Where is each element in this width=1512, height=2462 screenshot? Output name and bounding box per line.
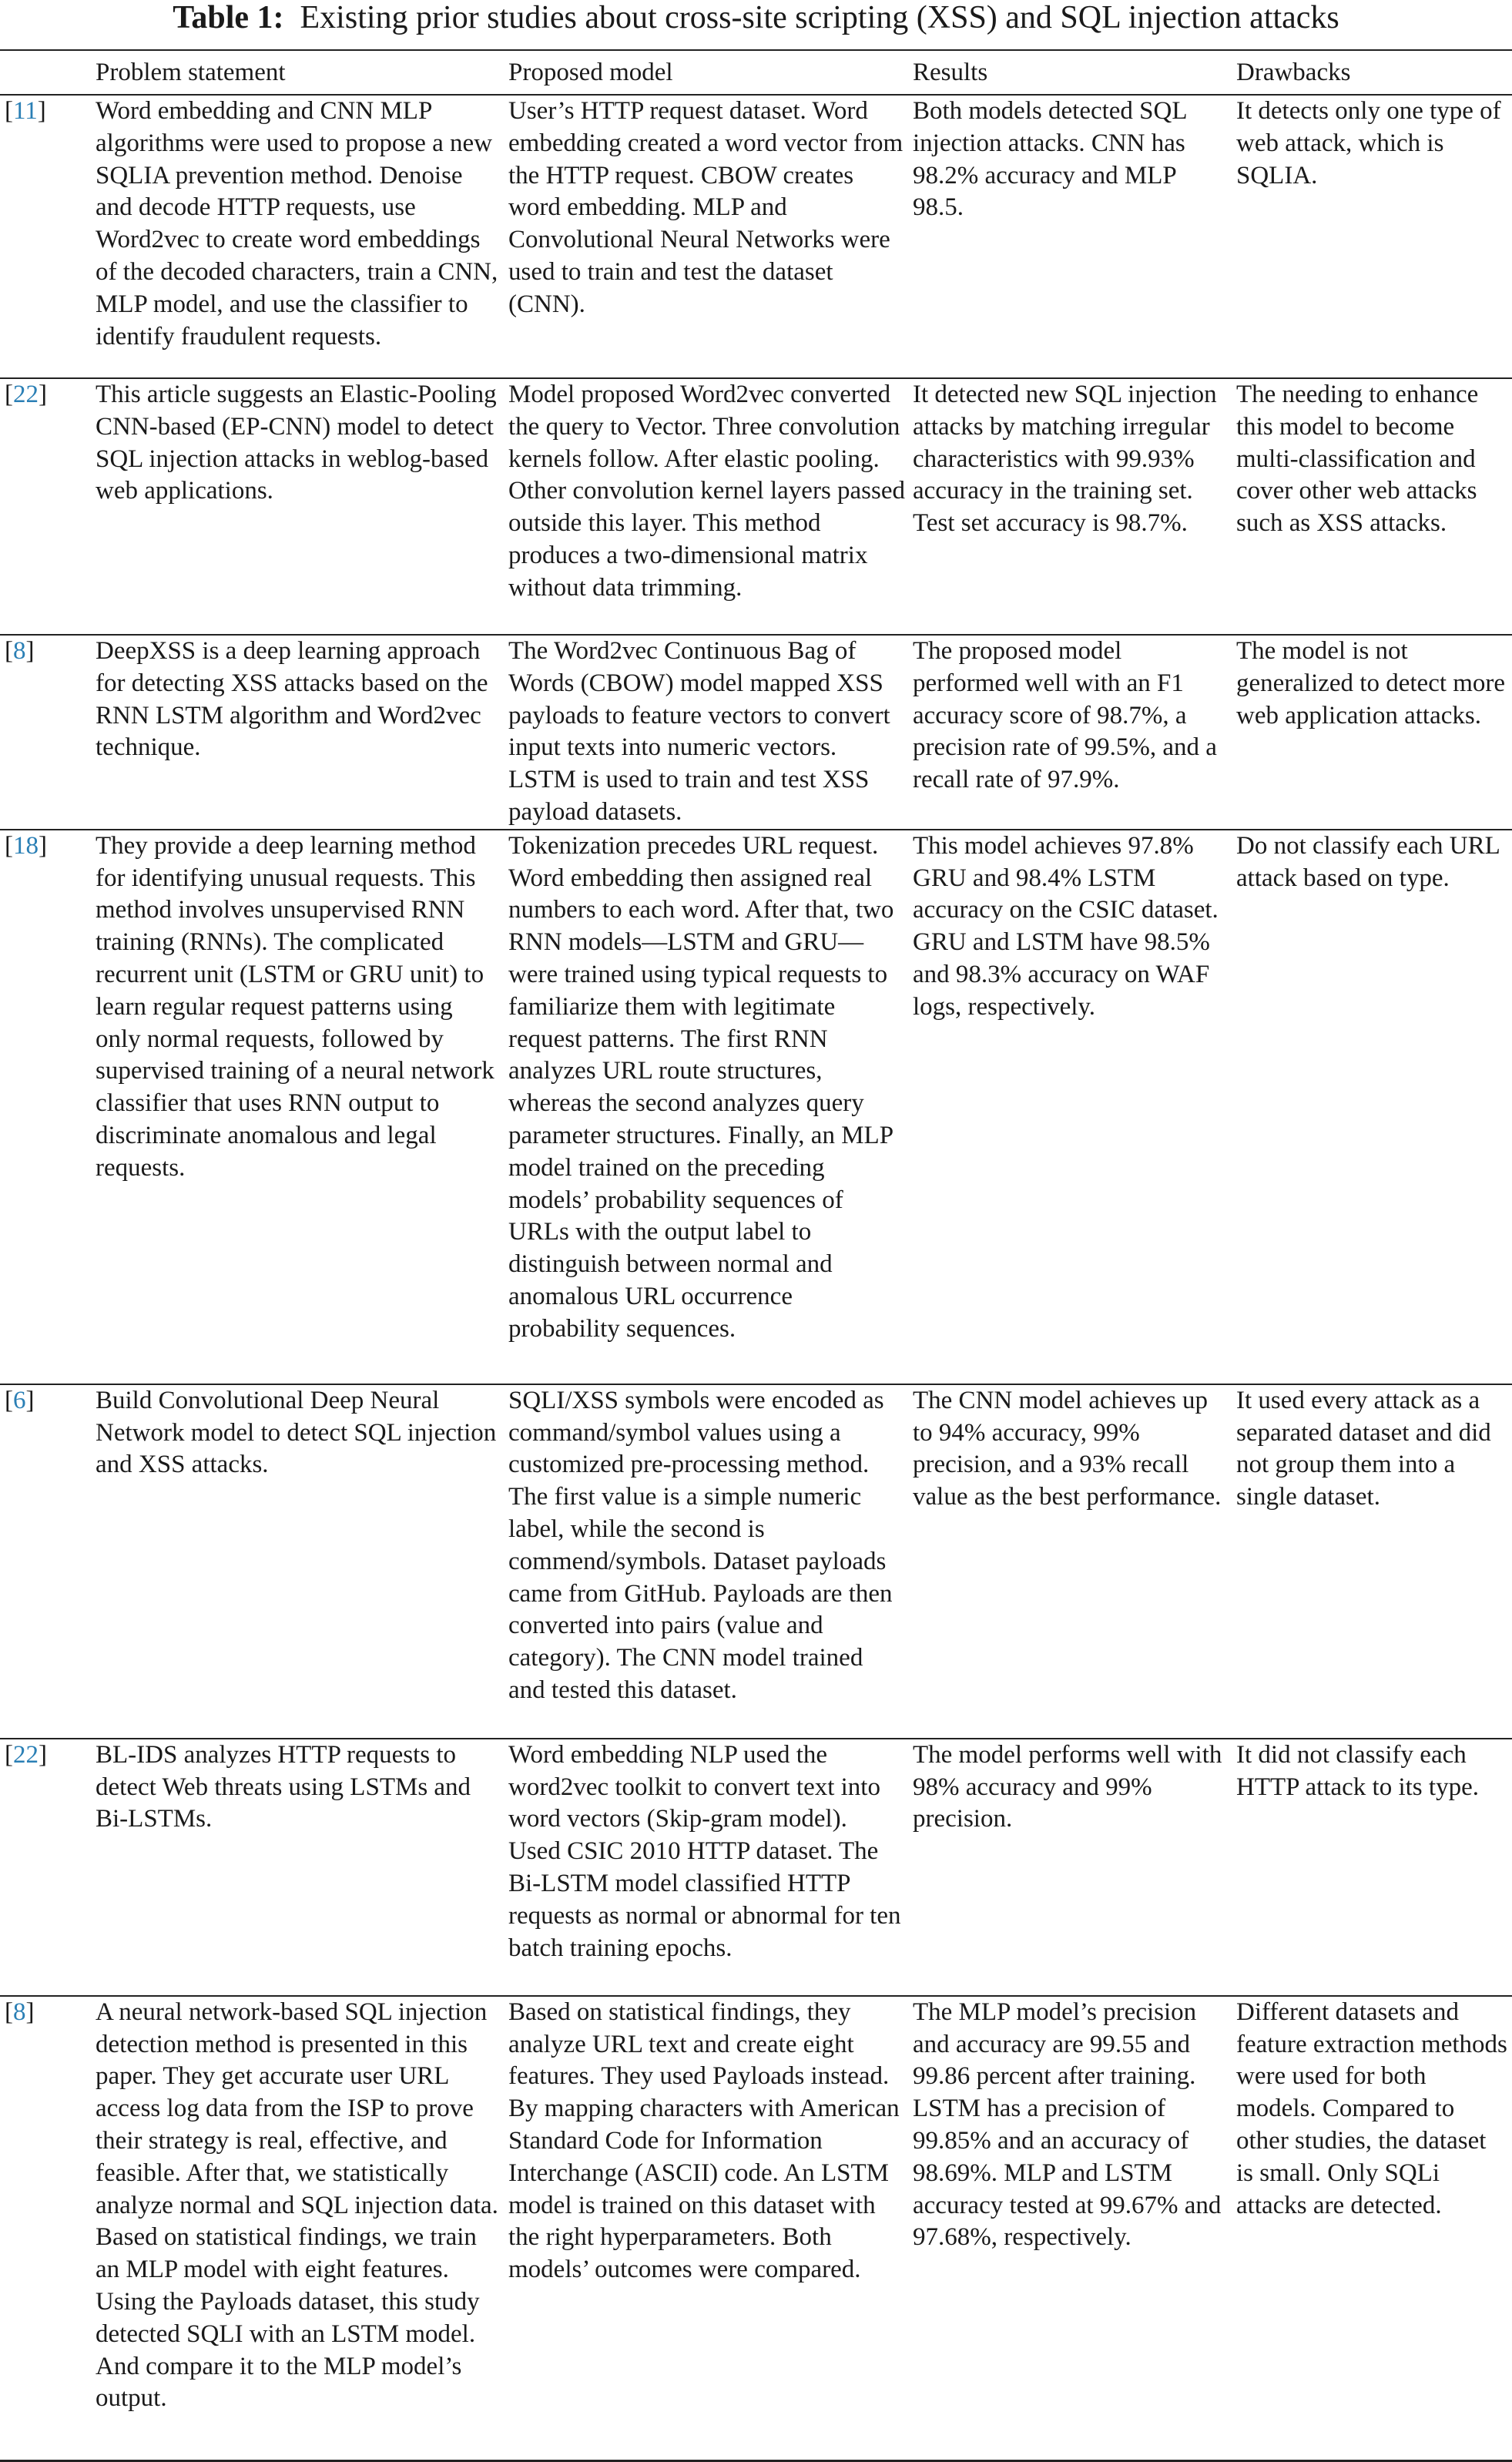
drawbacks-cell: Different datasets and feature extraction methods were used for both models. Compared to other studies, the dataset is small. Only SQLi attacks are detected.	[1232, 1996, 1512, 2461]
table-title: Existing prior studies about cross-site scripting (XSS) and SQL injection attacks	[300, 0, 1339, 35]
citation-link[interactable]: 8	[13, 1997, 26, 2026]
model-cell: Tokenization precedes URL request. Word embedding then assigned real numbers to each word. After that, two RNN models—LSTM and GRU—were trained using typical requests to familiarize them with legitimate request patterns. The first RNN analyzes URL route structures, whereas the second analyzes query parameter structures. Finally, an MLP model trained on the preceding models’ probability sequences of URLs with the output label to distinguish between normal and anomalous URL occurrence probability sequences.	[504, 830, 908, 1384]
drawbacks-cell: The model is not generalized to detect more web application attacks.	[1232, 635, 1512, 830]
reference-cell: [22]	[0, 1739, 88, 1996]
problem-cell: They provide a deep learning method for identifying unusual requests. This method involves unsupervised RNN training (RNNs). The complicated recurrent unit (LSTM or GRU unit) to learn regular request patterns using only normal requests, followed by supervised training of a neural network classifier that uses RNN output to discriminate anomalous and legal requests.	[88, 830, 504, 1384]
model-cell: SQLI/XSS symbols were encoded as command/symbol values using a customized pre-processing method. The first value is a simple numeric label, while the second is commend/symbols. Dataset payloads came from GitHub. Payloads are then converted into pairs (value and category). The CNN model trained and tested this dataset.	[504, 1384, 908, 1739]
problem-cell: A neural network-based SQL injection detection method is presented in this paper. They get accurate user URL access log data from the ISP to prove their strategy is real, effective, and feasible. After that, we statistically analyze normal and SQL injection data. Based on statistical findings, we train an MLP model with eight features. Using the Payloads dataset, this study detected SQLI with an LSTM model. And compare it to the MLP model’s output.	[88, 1996, 504, 2461]
table-row	[0, 95, 1512, 378]
drawbacks-cell: It did not classify each HTTP attack to its type.	[1232, 1739, 1512, 1996]
reference-cell: [11]	[0, 95, 88, 378]
results-cell: The CNN model achieves up to 94% accuracy, 99% precision, and a 93% recall value as the best performance.	[908, 1384, 1232, 1739]
citation-link[interactable]: 11	[13, 97, 38, 125]
drawbacks-cell: Do not classify each URL attack based on type.	[1232, 830, 1512, 1384]
reference-cell: [6]	[0, 1384, 88, 1739]
problem-cell: Build Convolutional Deep Neural Network model to detect SQL injection and XSS attacks.	[88, 1384, 504, 1739]
results-cell: The proposed model performed well with an F1 accuracy score of 98.7%, a precision rate of 99.5%, and a recall rate of 97.9%.	[908, 635, 1232, 830]
citation-link[interactable]: 18	[13, 831, 39, 860]
reference-cell: [8]	[0, 635, 88, 830]
table-caption	[0, 0, 1512, 39]
citation-link[interactable]: 22	[13, 1740, 39, 1769]
header-results: Results	[908, 50, 1232, 95]
header-row	[0, 50, 1512, 95]
header-proposed-model: Proposed model	[504, 50, 908, 95]
results-cell: The model performs well with 98% accuracy and 99% precision.	[908, 1739, 1232, 1996]
results-cell: The MLP model’s precision and accuracy are 99.55 and 99.86 percent after training. LSTM has a precision of 99.85% and an accuracy of 98.69%. MLP and LSTM accuracy tested at 99.67% and 97.68%, respectively.	[908, 1996, 1232, 2461]
results-cell: Both models detected SQL injection attacks. CNN has 98.2% accuracy and MLP 98.5.	[908, 95, 1232, 378]
results-cell: This model achieves 97.8% GRU and 98.4% LSTM accuracy on the CSIC dataset. GRU and LSTM have 98.5% and 98.3% accuracy on WAF logs, respectively.	[908, 830, 1232, 1384]
results-cell: It detected new SQL injection attacks by matching irregular characteristics with 99.93% accuracy in the training set. Test set accuracy is 98.7%.	[908, 378, 1232, 635]
table-row	[0, 1384, 1512, 1739]
reference-cell: [18]	[0, 830, 88, 1384]
table-row	[0, 830, 1512, 1384]
drawbacks-cell: The needing to enhance this model to become multi-classification and cover other web attacks such as XSS attacks.	[1232, 378, 1512, 635]
table-label: Table 1:	[173, 0, 284, 35]
model-cell: Model proposed Word2vec converted the query to Vector. Three convolution kernels follow. After elastic pooling. Other convolution kernel layers passed outside this layer. This method produces a two-dimensional matrix without data trimming.	[504, 378, 908, 635]
reference-cell: [22]	[0, 378, 88, 635]
problem-cell: This article suggests an Elastic-Pooling CNN-based (EP-CNN) model to detect SQL injection attacks in weblog-based web applications.	[88, 378, 504, 635]
header-drawbacks: Drawbacks	[1232, 50, 1512, 95]
studies-table	[0, 49, 1512, 2462]
citation-link[interactable]: 6	[13, 1386, 26, 1414]
table-row	[0, 1739, 1512, 1996]
reference-cell: [8]	[0, 1996, 88, 2461]
problem-cell: BL-IDS analyzes HTTP requests to detect Web threats using LSTMs and Bi-LSTMs.	[88, 1739, 504, 1996]
drawbacks-cell: It used every attack as a separated dataset and did not group them into a single dataset.	[1232, 1384, 1512, 1739]
table-row	[0, 378, 1512, 635]
table-row	[0, 1996, 1512, 2461]
header-problem-statement: Problem statement	[88, 50, 504, 95]
drawbacks-cell: It detects only one type of web attack, which is SQLIA.	[1232, 95, 1512, 378]
problem-cell: Word embedding and CNN MLP algorithms were used to propose a new SQLIA prevention method. Denoise and decode HTTP requests, use Word2vec to create word embeddings of the decoded characters, train a CNN, MLP model, and use the classifier to identify fraudulent requests.	[88, 95, 504, 378]
header-reference	[0, 50, 88, 95]
problem-cell: DeepXSS is a deep learning approach for detecting XSS attacks based on the RNN LSTM algorithm and Word2vec technique.	[88, 635, 504, 830]
model-cell: Based on statistical findings, they analyze URL text and create eight features. They used Payloads instead. By mapping characters with American Standard Code for Information Interchange (ASCII) code. An LSTM model is trained on this dataset with the right hyperparameters. Both models’ outcomes were compared.	[504, 1996, 908, 2461]
model-cell: The Word2vec Continuous Bag of Words (CBOW) model mapped XSS payloads to feature vectors to convert input texts into numeric vectors. LSTM is used to train and test XSS payload datasets.	[504, 635, 908, 830]
table-row	[0, 635, 1512, 830]
model-cell: User’s HTTP request dataset. Word embedding created a word vector from the HTTP request. CBOW creates word embedding. MLP and Convolutional Neural Networks were used to train and test the dataset (CNN).	[504, 95, 908, 378]
citation-link[interactable]: 8	[13, 637, 26, 665]
model-cell: Word embedding NLP used the word2vec toolkit to convert text into word vectors (Skip-gram model). Used CSIC 2010 HTTP dataset. The Bi-LSTM model classified HTTP requests as normal or abnormal for ten batch training epochs.	[504, 1739, 908, 1996]
citation-link[interactable]: 22	[13, 381, 39, 408]
